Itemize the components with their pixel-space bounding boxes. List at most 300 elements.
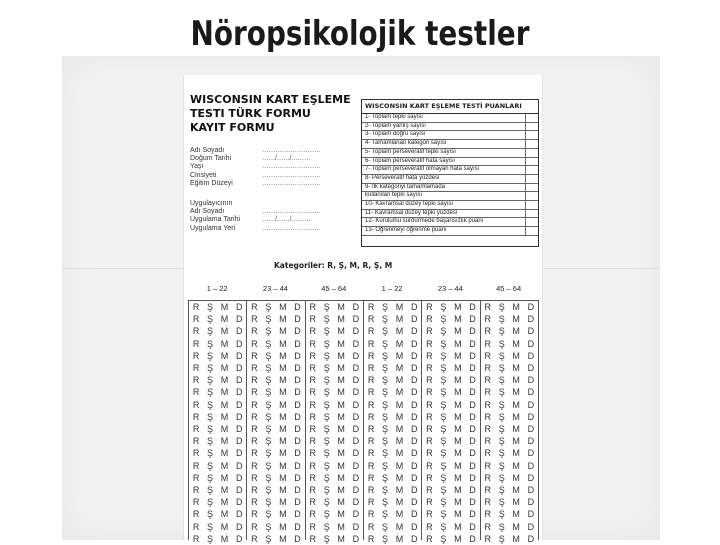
response-cell[interactable] [189,460,246,472]
response-letter: D [294,472,301,483]
response-letter: M [220,485,229,496]
response-cell[interactable] [247,521,304,533]
response-letter: M [454,338,462,349]
response-letter: M [220,375,229,386]
response-cell[interactable] [422,362,479,374]
response-letter: M [337,363,345,374]
response-letter: R [192,363,200,374]
response-letter: Ş [382,302,389,312]
score-value-cell[interactable] [525,166,538,174]
response-cell[interactable] [364,325,421,337]
response-cell[interactable] [364,313,421,325]
score-value-cell[interactable] [525,131,538,139]
response-letter: R [426,302,433,312]
response-letter: D [352,497,360,508]
response-cell[interactable] [247,435,304,447]
response-letter: R [251,363,258,374]
response-cell[interactable] [364,374,421,386]
response-letter: M [279,375,287,386]
grid-column-header: 23 – 44 [437,283,463,293]
response-cell[interactable] [189,423,246,435]
response-letter: Ş [207,424,214,435]
response-cell[interactable] [306,423,363,435]
response-cell[interactable] [247,338,304,350]
response-letter: Ş [207,509,214,520]
response-letter: M [454,363,462,374]
score-row [362,184,538,193]
response-cell[interactable] [481,374,538,386]
score-value-cell[interactable] [525,114,538,122]
score-row [362,201,538,210]
response-letter: Ş [440,485,447,496]
response-letter: D [410,448,418,459]
response-letter: R [484,460,491,471]
response-cell[interactable] [481,362,538,374]
response-letter: Ş [382,399,389,410]
response-cell[interactable] [189,447,246,459]
field-blank: ……………………… [262,179,321,187]
response-letter: M [220,350,229,361]
response-cell[interactable] [364,399,421,411]
response-cell[interactable] [422,508,479,520]
response-cell[interactable] [189,399,246,411]
response-cell[interactable] [422,325,479,337]
score-value-cell[interactable] [525,158,538,166]
response-letter: Ş [265,350,272,361]
score-value-cell[interactable] [525,201,538,209]
response-letter: M [279,509,287,520]
response-cell[interactable] [306,386,363,398]
response-letter: M [395,436,404,447]
response-letter: Ş [265,460,272,471]
response-letter: R [251,387,258,398]
response-letter: D [235,448,243,459]
response-letter: R [309,338,316,349]
response-letter: Ş [323,411,330,422]
response-letter: R [192,448,200,459]
response-letter: D [527,338,535,349]
response-letter: M [337,485,345,496]
response-letter: R [192,424,200,435]
response-cell[interactable] [481,435,538,447]
response-cell[interactable] [364,460,421,472]
response-letter: Ş [323,350,330,361]
response-letter: Ş [323,497,330,508]
response-cell[interactable] [189,301,246,313]
response-letter: M [454,448,462,459]
score-value-cell[interactable] [525,149,538,157]
response-cell[interactable] [422,399,479,411]
info-row [190,208,360,216]
response-cell[interactable] [247,350,304,362]
response-cell[interactable] [247,374,304,386]
response-letter: D [527,375,535,386]
response-cell[interactable] [247,386,304,398]
response-cell[interactable] [247,533,304,545]
response-cell[interactable] [189,338,246,350]
response-cell[interactable] [306,435,363,447]
response-letter: D [527,411,535,422]
response-cell[interactable] [481,508,538,520]
score-row [362,166,538,175]
response-letter: R [251,436,258,447]
response-letter: M [512,436,520,447]
response-letter: D [527,363,535,374]
response-cell[interactable] [306,533,363,545]
response-letter: M [220,521,229,532]
response-cell[interactable] [189,472,246,484]
response-letter: Ş [265,387,272,398]
response-cell[interactable] [481,447,538,459]
response-letter: M [454,375,462,386]
response-letter: M [220,302,229,312]
response-cell[interactable] [247,484,304,496]
response-letter: D [410,302,418,312]
response-letter: M [512,448,520,459]
response-cell[interactable] [189,362,246,374]
response-cell[interactable] [364,301,421,313]
score-value-cell[interactable] [525,184,538,192]
response-letter: D [352,448,360,459]
response-cell[interactable] [364,386,421,398]
response-cell[interactable] [422,411,479,423]
grid-column-header: 45 – 64 [321,283,347,293]
field-label: Doğum Tarihi [190,155,232,163]
response-cell[interactable] [481,460,538,472]
response-cell[interactable] [364,350,421,362]
response-cell[interactable] [364,484,421,496]
response-letter: R [192,485,200,496]
response-cell[interactable] [481,472,538,484]
response-letter: Ş [323,314,330,325]
response-cell[interactable] [364,521,421,533]
response-letter: D [469,314,476,325]
response-cell[interactable] [306,496,363,508]
response-cell[interactable] [247,508,304,520]
response-cell[interactable] [247,423,304,435]
response-letter: R [367,302,375,312]
response-letter: D [527,509,535,520]
field-label: Yaşı [190,163,204,171]
response-letter: M [395,350,404,361]
response-letter: R [251,424,258,435]
grid-column-header: 23 – 44 [262,283,288,293]
response-cell[interactable] [422,374,479,386]
response-letter: Ş [498,338,505,349]
response-cell[interactable] [364,338,421,350]
response-cell[interactable] [306,399,363,411]
response-letter: Ş [207,338,214,349]
response-letter: R [367,387,375,398]
response-letter: D [469,485,476,496]
response-cell[interactable] [481,411,538,423]
response-letter: Ş [323,436,330,447]
response-letter: D [410,326,418,337]
response-letter: D [410,314,418,325]
response-letter: M [220,314,229,325]
response-cell[interactable] [189,521,246,533]
response-cell[interactable] [422,447,479,459]
response-cell[interactable] [481,338,538,350]
score-value-cell[interactable] [525,140,538,148]
response-cell[interactable] [364,362,421,374]
response-letter: R [192,326,200,337]
response-letter: D [294,460,301,471]
response-cell[interactable] [481,484,538,496]
response-letter: Ş [382,497,389,508]
score-value-cell[interactable] [525,192,538,200]
response-cell[interactable] [306,325,363,337]
response-letter: D [294,448,301,459]
response-letter: Ş [265,314,272,325]
response-letter: M [512,521,520,532]
response-letter: M [395,497,404,508]
response-cell[interactable] [364,533,421,545]
response-letter: M [220,424,229,435]
response-letter: Ş [265,375,272,386]
field-label: Eğitim Düzeyi [190,179,233,187]
response-letter: D [410,460,418,471]
response-cell[interactable] [481,521,538,533]
response-letter: R [192,399,200,410]
response-letter: R [426,375,433,386]
response-letter: R [426,411,433,422]
response-cell[interactable] [306,350,363,362]
response-cell[interactable] [481,423,538,435]
response-cell[interactable] [306,460,363,472]
response-letter: R [484,436,491,447]
response-letter: M [395,485,404,496]
response-cell[interactable] [422,484,479,496]
response-letter: Ş [207,314,214,325]
response-letter: Ş [382,314,389,325]
response-letter: M [454,485,462,496]
response-cell[interactable] [422,521,479,533]
response-cell[interactable] [189,386,246,398]
response-letter: M [454,509,462,520]
response-cell[interactable] [364,423,421,435]
response-cell[interactable] [481,386,538,398]
response-cell[interactable] [364,435,421,447]
response-letter: R [192,302,200,312]
response-letter: D [410,521,418,532]
grid-column-headers [188,282,538,294]
response-letter: Ş [440,460,447,471]
response-letter: Ş [498,399,505,410]
response-cell[interactable] [247,472,304,484]
response-letter: M [512,411,520,422]
response-letter: Ş [265,497,272,508]
response-cell[interactable] [189,533,246,545]
score-row-label: 5- Toplam perseveratif tepki sayısı [365,148,456,155]
response-letter: M [279,314,287,325]
response-cell[interactable] [481,496,538,508]
response-letter: R [367,424,375,435]
response-letter: M [454,326,462,337]
response-letter: D [527,533,535,544]
response-cell[interactable] [247,325,304,337]
response-cell[interactable] [247,496,304,508]
response-letter: M [512,497,520,508]
response-cell[interactable] [306,508,363,520]
response-letter: Ş [207,448,214,459]
response-cell[interactable] [306,313,363,325]
response-cell[interactable] [189,374,246,386]
response-cell[interactable] [189,484,246,496]
score-value-cell[interactable] [525,218,538,226]
response-cell[interactable] [247,362,304,374]
response-letter: Ş [207,497,214,508]
response-cell[interactable] [481,533,538,545]
response-cell[interactable] [247,301,304,313]
response-letter: Ş [440,521,447,532]
response-cell[interactable] [422,435,479,447]
response-cell[interactable] [481,350,538,362]
response-cell[interactable] [422,313,479,325]
response-cell[interactable] [306,472,363,484]
response-letter: M [395,399,404,410]
response-letter: M [454,497,462,508]
response-cell[interactable] [422,338,479,350]
response-cell[interactable] [189,325,246,337]
response-letter: M [512,509,520,520]
response-cell[interactable] [247,411,304,423]
response-letter: Ş [440,533,447,544]
score-value-cell[interactable] [525,123,538,131]
response-cell[interactable] [306,484,363,496]
response-letter: M [337,350,345,361]
response-cell[interactable] [481,313,538,325]
response-cell[interactable] [189,508,246,520]
response-cell[interactable] [189,313,246,325]
response-letter: D [469,375,476,386]
response-letter: R [426,485,433,496]
response-letter: R [309,387,316,398]
info-row [190,172,360,180]
response-letter: D [294,424,301,435]
response-cell[interactable] [422,533,479,545]
response-letter: M [279,521,287,532]
response-letter: R [484,533,491,544]
response-letter: Ş [440,436,447,447]
response-letter: D [527,448,535,459]
response-letter: Ş [382,448,389,459]
response-cell[interactable] [422,301,479,313]
response-cell[interactable] [481,301,538,313]
response-letter: R [426,509,433,520]
response-cell[interactable] [189,350,246,362]
response-cell[interactable] [422,350,479,362]
score-row-label: 12- Kurulumu sürdürmede başarısızlık puanı [365,218,484,225]
response-letter: D [410,509,418,520]
response-letter: R [426,387,433,398]
response-cell[interactable] [422,386,479,398]
info-row [190,225,360,233]
response-cell[interactable] [189,435,246,447]
response-letter: Ş [323,399,330,410]
score-row [362,149,538,158]
response-cell[interactable] [422,423,479,435]
response-letter: D [410,411,418,422]
response-cell[interactable] [306,374,363,386]
response-cell[interactable] [306,362,363,374]
response-cell[interactable] [189,496,246,508]
response-letter: Ş [207,350,214,361]
score-row [362,227,538,236]
response-letter: M [512,424,520,435]
response-letter: Ş [382,472,389,483]
response-letter: D [527,424,535,435]
response-cell[interactable] [481,399,538,411]
response-letter: R [192,521,200,532]
response-cell[interactable] [306,447,363,459]
response-letter: R [367,350,375,361]
response-letter: R [426,338,433,349]
response-letter: M [279,302,287,312]
response-cell[interactable] [306,338,363,350]
score-row-label: 1- Toplam tepki sayısı [365,114,423,120]
response-letter: M [279,472,287,483]
response-letter: R [192,375,200,386]
response-letter: M [337,533,345,544]
score-value-cell[interactable] [525,175,538,183]
response-cell[interactable] [247,447,304,459]
grid-column [364,301,422,544]
score-value-cell[interactable] [525,210,538,218]
response-letter: M [395,387,404,398]
response-letter: R [251,399,258,410]
response-cell[interactable] [422,496,479,508]
response-letter: D [352,338,360,349]
response-cell[interactable] [422,460,479,472]
score-value-cell[interactable] [525,227,538,235]
response-letter: R [251,533,258,544]
response-letter: Ş [440,472,447,483]
response-cell[interactable] [306,301,363,313]
form-title-line: TESTI TÜRK FORMU [190,107,311,120]
response-letter: R [367,314,375,325]
response-letter: M [279,350,287,361]
response-letter: R [484,497,491,508]
response-letter: D [469,521,476,532]
response-letter: R [426,460,433,471]
response-cell[interactable] [364,472,421,484]
response-letter: Ş [382,436,389,447]
response-letter: M [337,448,345,459]
response-cell[interactable] [364,508,421,520]
response-cell[interactable] [189,411,246,423]
response-cell[interactable] [247,460,304,472]
response-cell[interactable] [247,313,304,325]
response-cell[interactable] [306,411,363,423]
response-cell[interactable] [364,447,421,459]
field-blank: ……………………… [262,224,321,232]
response-cell[interactable] [422,472,479,484]
field-blank: ……/……/……… [262,155,311,163]
response-letter: R [426,497,433,508]
response-letter: D [352,411,360,422]
response-letter: R [309,497,316,508]
response-letter: D [235,460,243,471]
response-letter: Ş [440,375,447,386]
response-cell[interactable] [364,411,421,423]
response-cell[interactable] [481,325,538,337]
response-cell[interactable] [306,521,363,533]
response-cell[interactable] [364,496,421,508]
response-letter: Ş [323,375,330,386]
response-letter: Ş [440,326,447,337]
response-cell[interactable] [247,399,304,411]
